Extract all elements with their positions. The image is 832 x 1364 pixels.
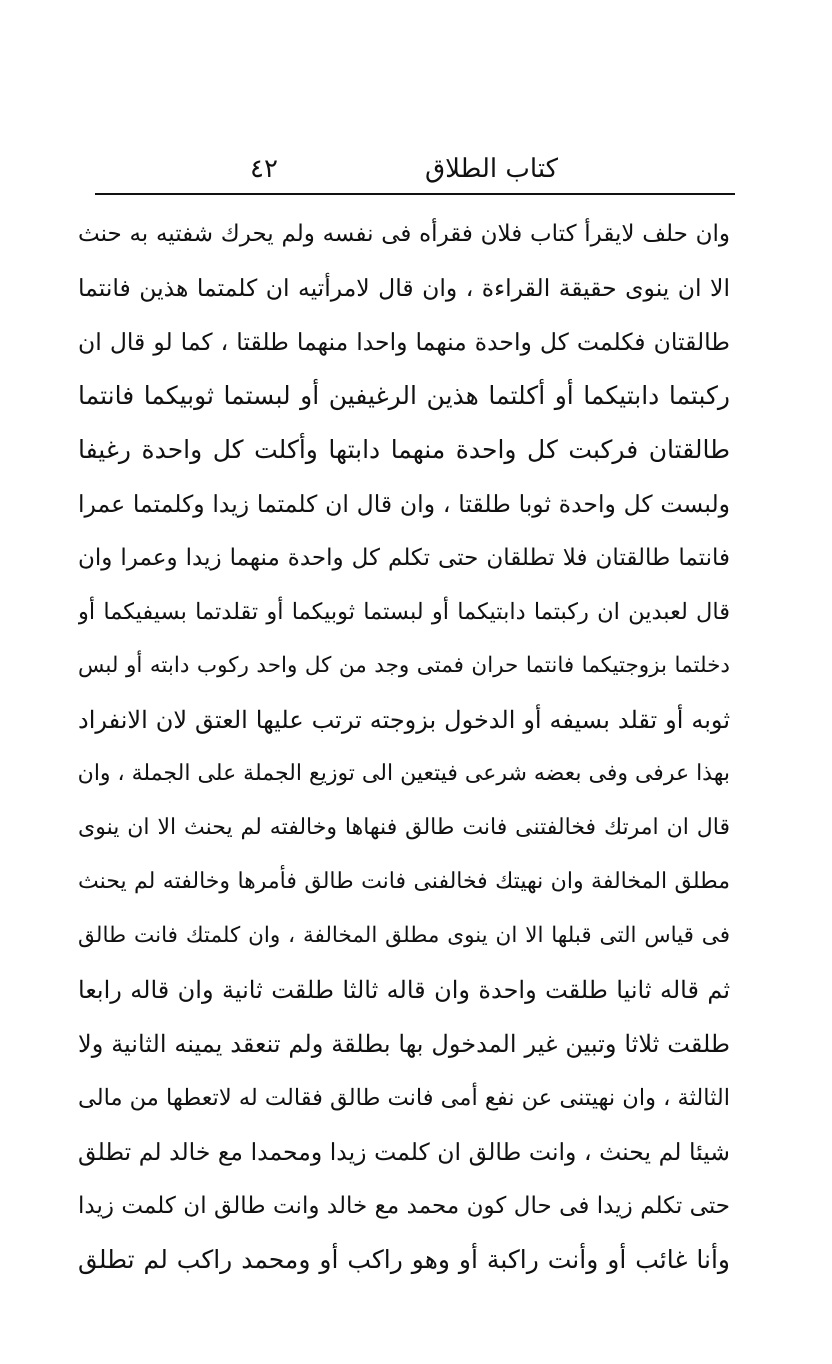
text-line: فى قياس التى قبلها الا ان ينوى مطلق المخالفة ، وان كلمتك فانت طالق: [78, 923, 730, 948]
text-line: ثم قاله ثانيا طلقت واحدة وان قاله ثالثا طلقت ثانية وان قاله رابعا: [78, 976, 730, 1004]
text-line: طالقتان فكلمت كل واحدة منهما واحدا منهما طلقتا ، كما لو قال ان: [78, 328, 730, 356]
body-text: [78, 207, 730, 1287]
running-head: [95, 150, 735, 190]
text-line: قال ان امرتك فخالفتنى فانت طالق فنهاها وخالفته لم يحنث الا ان ينوى: [78, 815, 730, 840]
text-line: شيئا لم يحنث ، وانت طالق ان كلمت زيدا ومحمدا مع خالد لم تطلق: [78, 1138, 730, 1166]
text-line: دخلتما بزوجتيكما فانتما حران فمتى وجد من كل واحد ركوب دابته أو لبس: [78, 653, 730, 678]
text-line: ثوبه أو تقلد بسيفه أو الدخول بزوجته ترتب عليها العتق لان الانفراد: [78, 706, 730, 734]
text-line: مطلق المخالفة وان نهيتك فخالفنى فانت طالق فأمرها وخالفته لم يحنث: [78, 869, 730, 894]
text-line: بهذا عرفى وفى بعضه شرعى فيتعين الى توزيع الجملة على الجملة ، وان: [78, 761, 730, 786]
text-line: طالقتان فركبت كل واحدة منهما دابتها وأكلت كل واحدة رغيفا: [78, 435, 730, 464]
text-line: الثالثة ، وان نهيتنى عن نفع أمى فانت طالق فقالت له لاتعطها من مالى: [78, 1085, 730, 1111]
text-line: ولبست كل واحدة ثوبا طلقتا ، وان قال ان كلمتما زيدا وكلمتما عمرا: [78, 490, 730, 518]
text-line: قال لعبدين ان ركبتما دابتيكما أو لبستما ثوبيكما أو تقلدتما بسيفيكما أو: [78, 599, 730, 625]
text-line: وان حلف لايقرأ كتاب فلان فقرأه فى نفسه ولم يحرك شفتيه به حنث: [78, 221, 730, 247]
header-rule: [95, 193, 735, 195]
page-number: ٤٢: [250, 154, 278, 184]
running-head-title: كتاب الطلاق: [425, 154, 559, 184]
text-line: فانتما طالقتان فلا تطلقان حتى تكلم كل واحدة منهما زيدا وعمرا وان: [78, 545, 730, 571]
text-line: حتى تكلم زيدا فى حال كون محمد مع خالد وانت طالق ان كلمت زيدا: [78, 1193, 730, 1219]
text-line: ركبتما دابتيكما أو أكلتما هذين الرغيفين أو لبستما ثوبيكما فانتما: [78, 381, 730, 410]
text-line: وأنا غائب أو وأنت راكبة أو وهو راكب أو ومحمد راكب لم تطلق: [78, 1245, 730, 1274]
text-line: طلقت ثلاثا وتبين غير المدخول بها بطلقة ولم تنعقد يمينه الثانية ولا: [78, 1030, 730, 1058]
text-line: الا ان ينوى حقيقة القراءة ، وان قال لامرأتيه ان كلمتما هذين فانتما: [78, 274, 730, 302]
